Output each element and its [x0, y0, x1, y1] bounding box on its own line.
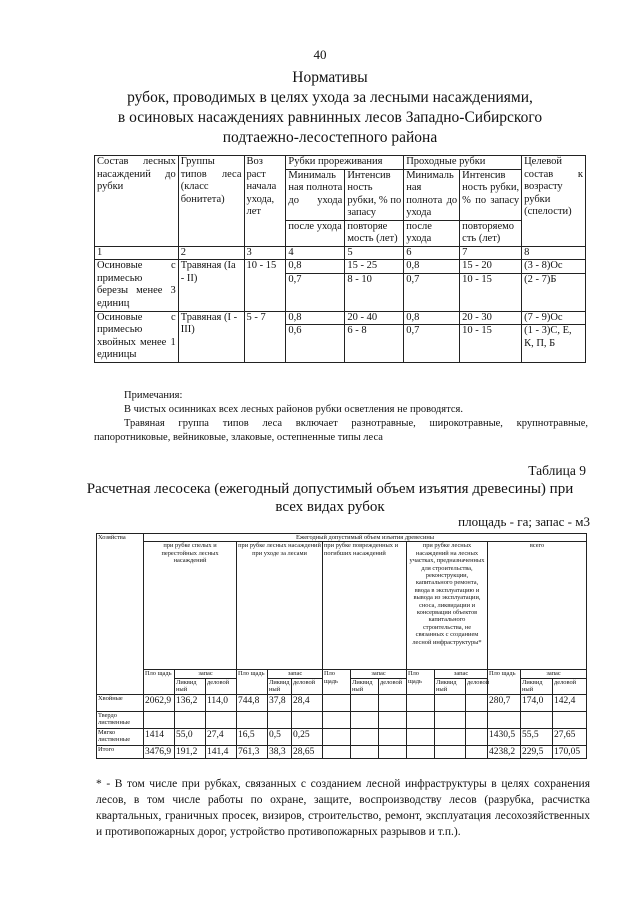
- table-cell: 20 - 30: [460, 311, 522, 325]
- header-annual-volume: Ежегодный допустимый объем изъятия древесины: [144, 534, 587, 542]
- table-cell: [466, 728, 488, 745]
- table-cell: 20 - 40: [345, 311, 404, 325]
- table-cell: 55,5: [521, 728, 553, 745]
- header-target-composition: Целевой состав к возрасту рубки (спелости): [522, 156, 586, 247]
- units-label: площадь - га; запас - м3: [458, 514, 590, 529]
- table-cell: 4238,2: [488, 745, 521, 758]
- table-cell: (7 - 9)Ос: [522, 311, 586, 325]
- thinning-norms-table: [94, 155, 586, 363]
- table-cell: 15 - 20: [460, 260, 522, 274]
- note-1: В чистых осинниках всех лесных районов рубки осветления не проводятся.: [124, 404, 463, 415]
- table-cell: [553, 711, 587, 728]
- header-min-density-2: Минималь ная полнота до ухода: [404, 169, 460, 220]
- table-cell: 744,8: [237, 694, 268, 711]
- page-number: 40: [313, 47, 327, 62]
- row-aspen-birch-age: 10 - 15: [244, 260, 286, 312]
- row-aspen-conifer-label: Осиновые с примесью хвойных менее 1 единицы: [95, 311, 179, 363]
- table-cell: 55,0: [175, 728, 206, 745]
- header-business: деловой: [553, 678, 587, 694]
- table-cell: [323, 694, 351, 711]
- table-cell: [323, 711, 351, 728]
- header-liquid: Ликвид ный: [521, 678, 553, 694]
- header-business: деловой: [206, 678, 237, 694]
- header-area: Пло щадь: [144, 670, 175, 694]
- notes-block: [94, 389, 588, 445]
- header-stock: запас: [521, 670, 587, 678]
- table-cell: [144, 711, 175, 728]
- column-number: 2: [178, 246, 244, 260]
- header-pass-cuttings: Проходные рубки: [404, 156, 522, 170]
- row-aspen-birch-type: Травяная (Ia - II): [178, 260, 244, 312]
- table-cell: 0,6: [286, 325, 345, 363]
- table-cell: 0,8: [404, 260, 460, 274]
- header-area: Пло щадь: [237, 670, 268, 694]
- header-thinning: Рубки прореживания: [286, 156, 404, 170]
- header-area: Пло щадь: [488, 670, 521, 694]
- table-cell: [466, 745, 488, 758]
- table-cell: [435, 745, 466, 758]
- table-cell: [379, 728, 407, 745]
- header-min-density-1: Минималь ная полнота до ухода: [286, 169, 345, 220]
- table-cell: [206, 711, 237, 728]
- table-cell: 8 - 10: [345, 273, 404, 311]
- table-cell: 28,65: [292, 745, 323, 758]
- table-cell: [351, 745, 379, 758]
- table-cell: [379, 711, 407, 728]
- table-cell: 114,0: [206, 694, 237, 711]
- header-stock: запас: [435, 670, 488, 678]
- header-care-cuttings: при рубке лесных насаждений при уходе за лесами: [237, 542, 323, 670]
- table-cell: [237, 711, 268, 728]
- table-cell: (1 - 3)С, Е, К, П, Б: [522, 325, 586, 363]
- table-cell: [351, 711, 379, 728]
- table-cell: 174,0: [521, 694, 553, 711]
- table-cell: [407, 711, 435, 728]
- note-2-line-1: Травяная группа типов леса включает разнотравные, широкотравные, крупнотравные,: [124, 418, 588, 429]
- header-intensity-1: Интенсив ность рубки, % по запасу: [345, 169, 404, 220]
- header-stock: запас: [175, 670, 237, 678]
- table-cell: 10 - 15: [460, 325, 522, 363]
- row-label-hardwood: Твердо лиственные: [97, 711, 144, 728]
- table-cell: 6 - 8: [345, 325, 404, 363]
- header-total: всего: [488, 542, 587, 670]
- header-damaged-stands: при рубке поврежденных и погибших насаждений: [323, 542, 407, 670]
- row-label-conifer: Хвойные: [97, 694, 144, 711]
- table-cell: 1430,5: [488, 728, 521, 745]
- table-cell: 0,25: [292, 728, 323, 745]
- header-construction-cuttings: при рубке лесных насаждений на лесных участках, предназначенных для строительства, реконструкции, капитального ремонта, ввода в эксплуатацию и вывода из эксплуатации, сноса, ликвидации и консервации объектов капитального строительства, не связанных с созданием лесной инфраструктуры*: [407, 542, 488, 670]
- header-liquid: Ликвид ный: [269, 678, 290, 694]
- table-cell: [292, 711, 323, 728]
- table-cell: 0,7: [404, 325, 460, 363]
- table-label: Таблица 9: [528, 463, 586, 478]
- table-cell: [351, 728, 379, 745]
- table-cell: 2062,9: [144, 694, 175, 711]
- column-number: 4: [286, 246, 345, 260]
- allowable-cut-table: [96, 533, 587, 759]
- table-cell: 28,4: [292, 694, 323, 711]
- header-repeat-2: повторяемо сть (лет): [460, 220, 522, 246]
- table-cell: [407, 728, 435, 745]
- table-cell: [379, 745, 407, 758]
- table-cell: 0,8: [286, 260, 345, 274]
- page-title-line-4: подтаежно-лесостепного района: [222, 129, 438, 146]
- header-composition: Состав лесных насаждений до рубки: [95, 156, 179, 247]
- table-cell: 280,7: [488, 694, 521, 711]
- table-cell: [435, 711, 466, 728]
- header-business: деловой: [292, 678, 323, 694]
- table-cell: 191,2: [175, 745, 206, 758]
- column-number: 7: [460, 246, 522, 260]
- header-stock: запас: [268, 670, 323, 678]
- row-label-total: Итого: [97, 745, 144, 758]
- header-business: деловой: [379, 678, 407, 694]
- table-cell: 142,4: [553, 694, 587, 711]
- table-cell: 10 - 15: [460, 273, 522, 311]
- table-cell: [407, 745, 435, 758]
- table-cell: [407, 694, 435, 711]
- header-farms: Хозяйства: [97, 534, 144, 695]
- row-aspen-conifer-type: Травяная (I - III): [178, 311, 244, 363]
- table-cell: [521, 711, 553, 728]
- table-cell: [435, 694, 466, 711]
- column-number: 8: [522, 246, 586, 260]
- page-title-line-2: рубок, проводимых в целях ухода за лесными насаждениями,: [127, 89, 533, 106]
- footnote: * - В том числе при рубках, связанных с созданием лесной инфраструктуры в целях сохранения лесов, в том числе работы по охране, защите, воспроизводству лесов (разрубка, расчистка квартальных, граничных просек, визиров, строительство, ремонт, эксплуатация лесохозяйственных и противопожарных дорог, устройство противопожарных разрывов и т.п.).: [96, 778, 590, 838]
- table-cell: 37,8: [268, 694, 292, 711]
- header-after-care-2: после ухода: [404, 220, 460, 246]
- header-liquid: Ликвид ный: [175, 678, 206, 694]
- table-cell: 136,2: [175, 694, 206, 711]
- header-after-care-1: после ухода: [286, 220, 345, 246]
- table-cell: 0,7: [286, 273, 345, 311]
- table-cell: 761,3: [237, 745, 268, 758]
- table-cell: (3 - 8)Ос: [522, 260, 586, 274]
- table-cell: [488, 711, 521, 728]
- header-age: Воз раст начала ухода, лет: [244, 156, 286, 247]
- header-liquid: Ликвид ный: [351, 678, 379, 694]
- table9-title-line-1: Расчетная лесосека (ежегодный допустимый объем изъятия древесины) при: [86, 481, 574, 497]
- table-cell: 0,7: [404, 273, 460, 311]
- table-cell: 0,8: [286, 311, 345, 325]
- table-cell: 38,3: [268, 745, 292, 758]
- header-forest-type: Группы типов леса (класс бонитета): [178, 156, 244, 247]
- table-cell: [379, 694, 407, 711]
- table-cell: 27,65: [553, 728, 587, 745]
- table-cell: 229,5: [521, 745, 553, 758]
- table-cell: 1414: [144, 728, 175, 745]
- table-cell: 170,05: [553, 745, 587, 758]
- column-number: 1: [95, 246, 179, 260]
- table-cell: 0,5: [268, 728, 292, 745]
- table-cell: 15 - 25: [345, 260, 404, 274]
- row-label-softwood: Мягко лиственные: [97, 728, 144, 745]
- table-cell: [466, 694, 488, 711]
- header-mature-stands: при рубке спелых и перестойных лесных насаждений: [144, 542, 237, 670]
- note-2-line-2: папоротниковые, вейниковые, злаковые, остепненные типы леса: [94, 432, 383, 443]
- row-aspen-conifer-age: 5 - 7: [244, 311, 286, 363]
- page-title-line-1: Нормативы: [292, 69, 368, 86]
- table9-title-line-2: всех видах рубок: [275, 499, 385, 515]
- table-cell: [351, 694, 379, 711]
- header-business: деловой: [466, 678, 488, 694]
- header-stock: запас: [351, 670, 407, 678]
- column-number: 6: [404, 246, 460, 260]
- table-cell: 16,5: [237, 728, 268, 745]
- notes-heading: Примечания:: [124, 390, 183, 401]
- table-cell: 27,4: [206, 728, 237, 745]
- header-area: Пло щадь: [407, 670, 435, 694]
- table-cell: 0,8: [404, 311, 460, 325]
- table-cell: [323, 745, 351, 758]
- table-cell: [323, 728, 351, 745]
- header-intensity-2: Интенсив ность рубки, % по запасу: [460, 169, 522, 220]
- header-area: Пло щадь: [323, 670, 351, 694]
- header-liquid: Ликвид ный: [435, 678, 466, 694]
- table-cell: [268, 711, 292, 728]
- table-cell: 141,4: [206, 745, 237, 758]
- table-cell: [175, 711, 206, 728]
- header-repeat-1: повторяе мость (лет): [345, 220, 404, 246]
- column-number: 3: [244, 246, 286, 260]
- table-cell: [466, 711, 488, 728]
- column-number: 5: [345, 246, 404, 260]
- page-title-line-3: в осиновых насаждениях равнинных лесов Западно-Сибирского: [117, 109, 543, 126]
- table-cell: (2 - 7)Б: [522, 273, 586, 311]
- table-cell: 3476,9: [144, 745, 175, 758]
- table-cell: [435, 728, 466, 745]
- row-aspen-birch-label: Осиновые с примесью березы менее 3 единиц: [95, 260, 179, 312]
